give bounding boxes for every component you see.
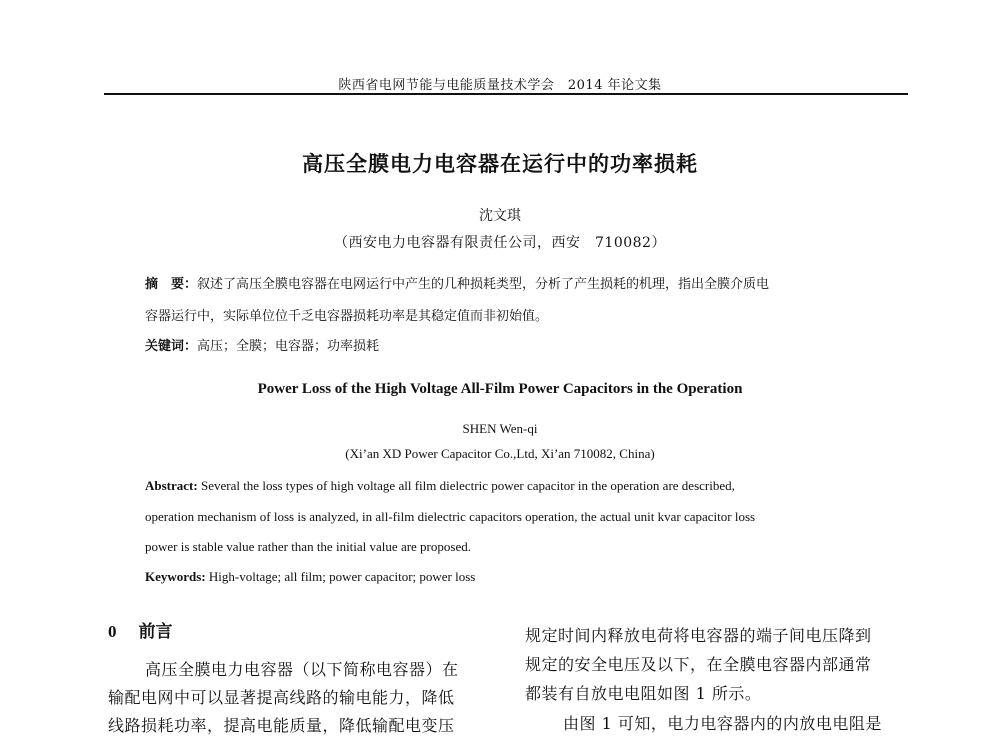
- abstract-en-label: Abstract:: [145, 478, 198, 493]
- left-col-line-2: 输配电网中可以显著提高线路的输电能力，降低: [108, 688, 455, 707]
- keywords-cn-label: 关键词：: [145, 339, 198, 354]
- keywords-en-label: Keywords:: [145, 569, 206, 584]
- running-header: 陕西省电网节能与电能质量技术学会 2014 年论文集: [338, 78, 662, 93]
- right-col-line-4: 由图 1 可知，电力电容器内的内放电电阻是: [563, 714, 882, 733]
- right-col-line-2: 规定的安全电压及以下，在全膜电容器内部通常: [525, 655, 872, 674]
- abstract-en-line-2: operation mechanism of loss is analyzed, in all-film dielectric capacitors operation, the actual unit kvar capacitor loss: [145, 509, 756, 524]
- keywords-en-text: High-voltage; all film; power capacitor; power loss: [205, 569, 476, 584]
- affiliation-cn: （西安电力电容器有限责任公司，西安 710082）: [334, 235, 666, 251]
- left-col-line-3: 线路损耗功率，提高电能质量，降低输配电变压: [108, 716, 455, 735]
- abstract-cn-text-1: 叙述了高压全膜电容器在电网运行中产生的几种损耗类型，分析了产生损耗的机理，指出全膜介质电: [197, 277, 770, 292]
- right-col-line-1: 规定时间内释放电荷将电容器的端子间电压降到: [525, 626, 872, 645]
- section-number: 0: [108, 622, 117, 641]
- section-heading: [108, 617, 173, 642]
- author-en: SHEN Wen-qi: [462, 421, 538, 436]
- abstract-cn-label: 摘 要：: [145, 277, 198, 292]
- abstract-en-line-1: [145, 478, 880, 494]
- right-col-line-3: 都装有自放电电阻如图 1 所示。: [525, 684, 762, 703]
- left-col-line-1: 高压全膜电力电容器（以下简称电容器）在: [145, 660, 459, 679]
- abstract-cn-line-1: [145, 277, 875, 293]
- paper-title-cn: 高压全膜电力电容器在运行中的功率损耗: [302, 151, 698, 176]
- keywords-cn-text: 高压；全膜；电容器；功率损耗: [197, 339, 380, 354]
- author-cn: 沈文琪: [479, 208, 521, 224]
- section-title: 前言: [138, 622, 173, 641]
- keywords-en: [145, 569, 880, 585]
- abstract-en-text-1: Several the loss types of high voltage all film dielectric power capacitor in the operation are described,: [197, 478, 735, 493]
- abstract-cn-line-2: 容器运行中，实际单位位千乏电容器损耗功率是其稳定值而非初始值。: [145, 309, 549, 324]
- paper-title-en: Power Loss of the High Voltage All-Film Power Capacitors in the Operation: [257, 381, 743, 397]
- keywords-cn: [145, 339, 875, 355]
- abstract-en-line-3: power is stable value rather than the initial value are proposed.: [145, 539, 471, 554]
- affiliation-en: (Xi’an XD Power Capacitor Co.,Ltd, Xi’an 710082, China): [345, 446, 655, 461]
- header-divider: [104, 93, 908, 95]
